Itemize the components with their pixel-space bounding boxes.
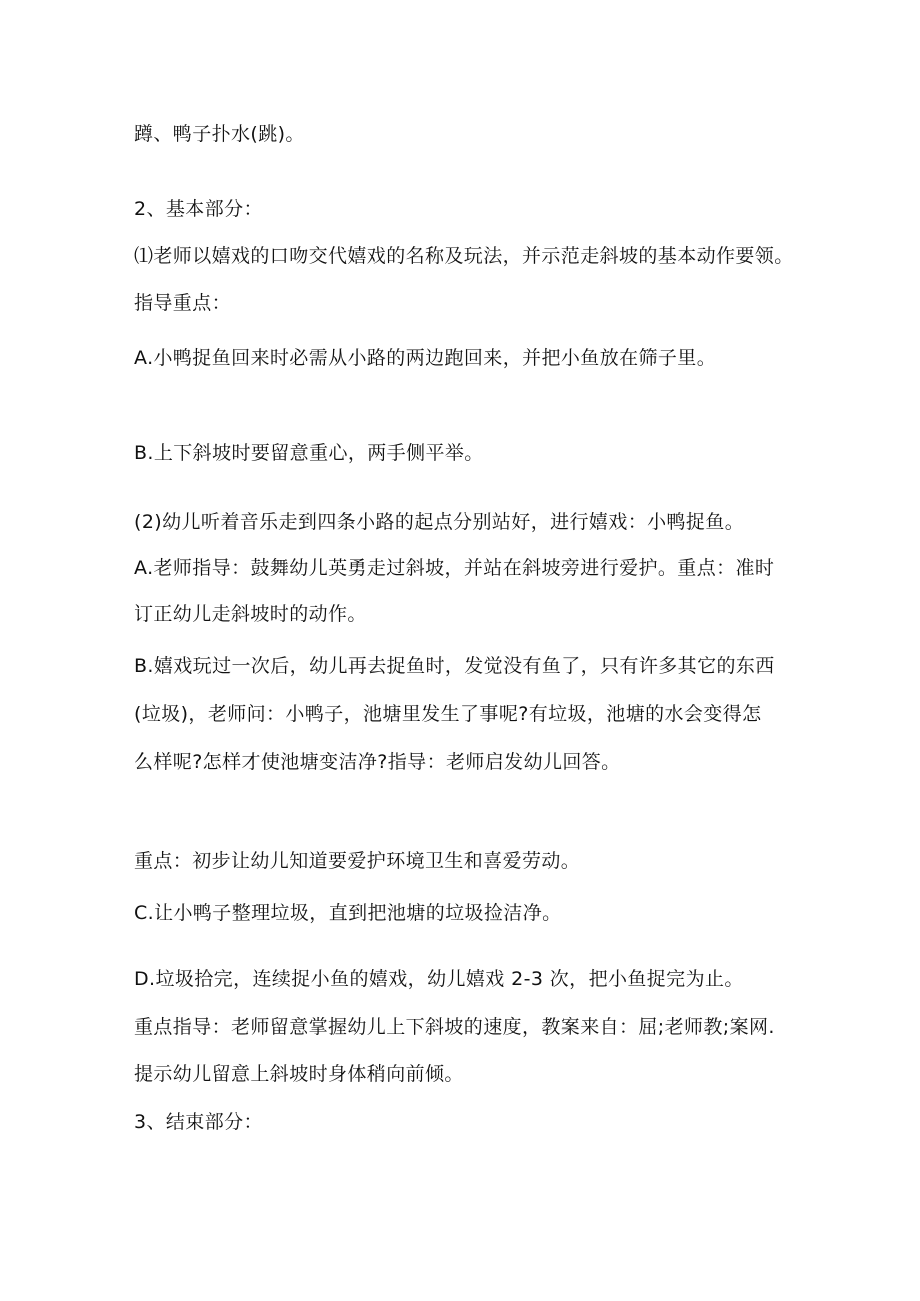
section-heading-basic: 2、基本部分： bbox=[134, 198, 263, 220]
text-line-1: 蹲、鸭子扑水(跳)。 bbox=[134, 123, 305, 145]
text-line-3: ⑴老师以嬉戏的口吻交代嬉戏的名称及玩法，并示范走斜坡的基本动作要领。 bbox=[134, 245, 794, 267]
text-line-17: 提示幼儿留意上斜坡时身体稍向前倾。 bbox=[134, 1063, 464, 1085]
section-heading-end: 3、结束部分： bbox=[134, 1111, 263, 1133]
text-line-12: 么样呢?怎样才使池塘变洁净?指导：老师启发幼儿回答。 bbox=[134, 751, 621, 773]
text-line-11: (垃圾)，老师问：小鸭子，池塘里发生了事呢?有垃圾，池塘的水会变得怎 bbox=[134, 703, 762, 725]
text-line-9: 订正幼儿走斜坡时的动作。 bbox=[134, 603, 367, 625]
text-line-10: B.嬉戏玩过一次后，幼儿再去捉鱼时，发觉没有鱼了，只有许多其它的东西 bbox=[134, 655, 775, 677]
text-line-14: C.让小鸭子整理垃圾，直到把池塘的垃圾捡洁净。 bbox=[134, 902, 562, 924]
text-line-8: A.老师指导：鼓舞幼儿英勇走过斜坡，并站在斜坡旁进行爱护。重点：准时 bbox=[134, 557, 775, 579]
text-line-16: 重点指导：老师留意掌握幼儿上下斜坡的速度，教案来自：屈;老师教;案网. bbox=[134, 1016, 775, 1038]
text-line-5: A.小鸭捉鱼回来时必需从小路的两边跑回来，并把小鱼放在筛子里。 bbox=[134, 347, 717, 369]
text-line-7: (2)幼儿听着音乐走到四条小路的起点分别站好，进行嬉戏：小鸭捉鱼。 bbox=[134, 511, 745, 533]
text-line-15: D.垃圾拾完，连续捉小鱼的嬉戏，幼儿嬉戏 2-3 次，把小鱼捉完为止。 bbox=[134, 968, 744, 990]
text-line-13: 重点：初步让幼儿知道要爱护环境卫生和喜爱劳动。 bbox=[134, 850, 581, 872]
text-line-6: B.上下斜坡时要留意重心，两手侧平举。 bbox=[134, 442, 484, 464]
text-line-4: 指导重点： bbox=[134, 292, 232, 314]
